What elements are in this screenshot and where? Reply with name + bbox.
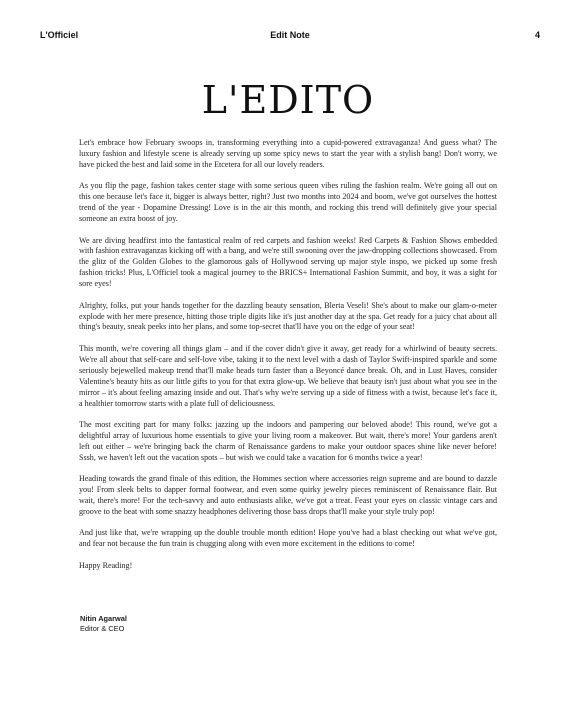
page-title: L'EDITO xyxy=(201,78,375,122)
signature-block xyxy=(80,614,127,633)
author-role: Editor & CEO xyxy=(80,623,125,633)
running-header xyxy=(40,30,540,44)
section-name: Edit Note xyxy=(270,30,310,40)
closing-line: Happy Reading! xyxy=(79,560,133,570)
magazine-brand: L'Officiel xyxy=(40,30,79,40)
author-name: Nitin Agarwal xyxy=(80,614,127,623)
page-number: 4 xyxy=(534,30,540,40)
paragraph: Heading towards the grand finale of this edition, the Hommes section where accessories reign supreme and are bound to dazzle you! From sleek belts to dapper formal footwear, and even some quirky jewelry pieces reminiscent of Renaissance flair. But wait, there's more! For the tech-savvy and auto enthusiasts alike, we've got a treat. Feast your eyes on classic vintage cars and groove to the beat with some snazzy headphones delivering those bass drops that'll make your style truly pop! xyxy=(79,474,497,516)
paragraph: Alrighty, folks, put your hands together for the dazzling beauty sensation, Blerta Veseli! She's about to make our glam-o-meter explode with her mere presence, hitting those triple digits like it's just another day at the spa. Get ready for a juicy chat about all thing's beauty, sneak peeks into her plans, and some top-secret that'll have you on the edge of your seat! xyxy=(79,300,497,332)
paragraph: As you flip the page, fashion takes center stage with some serious queen vibes ruling the fashion realm. We're going all out on this one because let's face it, bigger is always better, right? Just two months into 2024 and boom, we've got ourselves the hottest trend of the year - Dopamine Dressing! Love is in the air this month, and rocking this trend will definitely give your special someone an extra boost of joy. xyxy=(79,181,497,224)
paragraph: The most exciting part for many folks: jazzing up the indoors and pampering our beloved abode! This round, we've got a delightful array of luxurious home essentials to give your living room a makeover. But wait, there's more! Your gardens aren't left out either – we're bringing back the charm of Renaissance gardens to make your outdoor spaces shine like never before! Sssh, we haven't left out the vacation spots – but wish we could take a vacation for 6 months twice a year! xyxy=(79,420,497,462)
paragraph: This month, we're covering all things glam – and if the cover didn't give it away, get ready for a whirlwind of beauty secrets. We're all about that self-care and self-love vibe, taking it to the next level with a dash of Taylor Swift-inspired sparkle and some seriously bejewelled makeup trend that'll make heads turn faster than a Beyoncé dance break. Oh, and in Lust Haves, consider Valentine's beauty hits as our little gifts to you for that extra glow-up. We believe that beauty isn't just about what you see in the mirror – it's about feeling amazing inside and out. That's why we're serving up a side of fitness with a twist, because let's face it, a healthier tomorrow starts with a plate full of deliciousness. xyxy=(79,343,497,408)
editorial-body xyxy=(79,138,497,582)
paragraph: Let's embrace how February swoops in, transforming everything into a cupid-powered extravaganza! And guess what? The luxury fashion and lifestyle scene is already serving up some spicy news to start the year with a stylish bang! Don't worry, we have picked the best and laid some in the Etcetera for all our lovely readers. xyxy=(79,138,497,169)
paragraph: And just like that, we're wrapping up the double trouble month edition! Hope you've had a blast checking out what we've got, and fear not because the fun train is chugging along with even more excitement in the editions to come! xyxy=(79,528,497,549)
paragraph: We are diving headfirst into the fantastical realm of red carpets and fashion weeks! Red Carpets & Fashion Shows embedded with fashion extravaganzas kicking off with a bang, and we're still swooning over the jaw-dropping collections showcased. From the glitz of the Golden Globes to the glamorous gals of Hollywood serving up major style inspo, we picked up some fresh fashion tricks! Plus, L'Officiel took a magical journey to the BRICS+ International Fashion Summit, and boy, it was a sight for sore eyes! xyxy=(79,235,497,289)
